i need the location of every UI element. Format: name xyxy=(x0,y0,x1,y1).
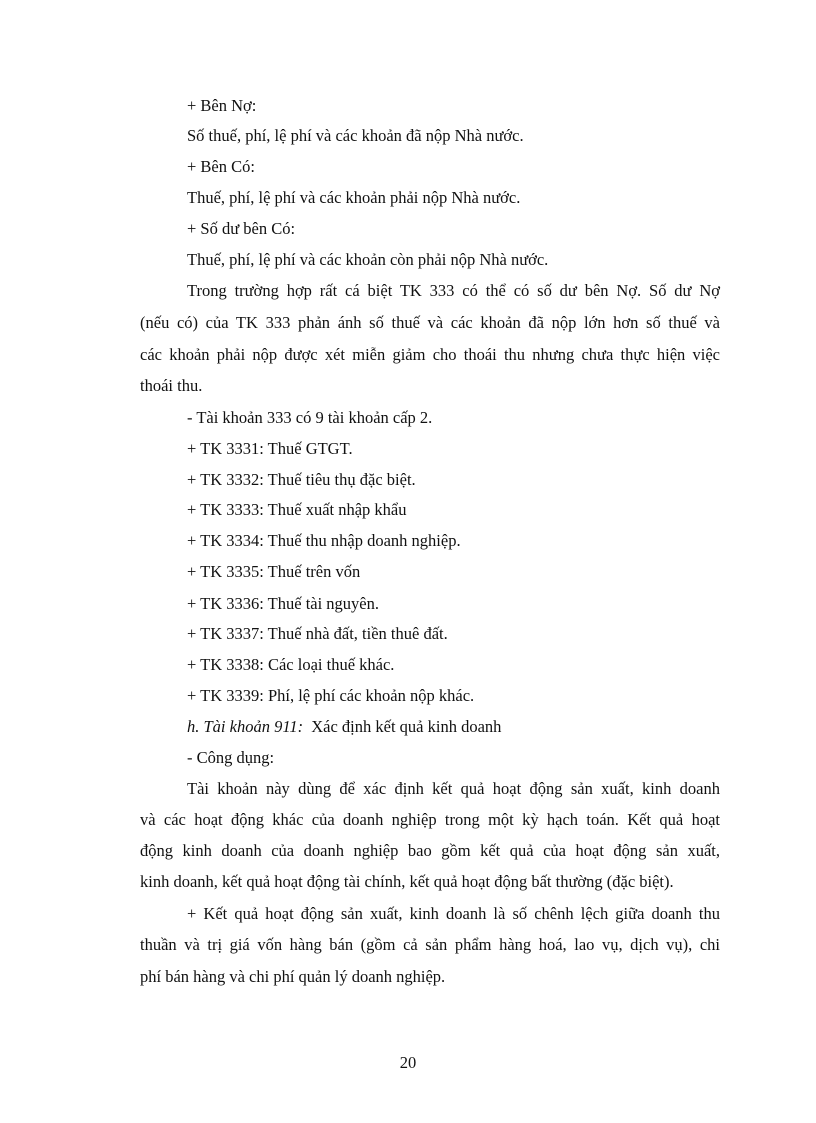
paragraph-line: thuần và trị giá vốn hàng bán (gồm cả sản phẩm hàng hoá, lao vụ, dịch vụ), chi xyxy=(140,935,720,954)
paragraph-line: kinh doanh, kết quả hoạt động tài chính, kết quả hoạt động bất thường (đặc biệt). xyxy=(140,872,674,891)
paragraph-line: các khoản phải nộp được xét miễn giảm cho thoái thu nhưng chưa thực hiện việc xyxy=(140,345,720,364)
paragraph-line: (nếu có) của TK 333 phản ánh số thuế và các khoản đã nộp lớn hơn số thuế và xyxy=(140,313,720,332)
text-line: Số thuế, phí, lệ phí và các khoản đã nộp Nhà nước. xyxy=(187,126,524,145)
paragraph-line: phí bán hàng và chi phí quản lý doanh nghiệp. xyxy=(140,967,446,986)
text-line: + TK 3336: Thuế tài nguyên. xyxy=(187,594,380,613)
text-line: - Công dụng: xyxy=(187,748,275,767)
paragraph-line: + Kết quả hoạt động sản xuất, kinh doanh là số chênh lệch giữa doanh thu xyxy=(187,904,720,923)
text-line: + TK 3334: Thuế thu nhập doanh nghiệp. xyxy=(187,531,461,550)
paragraph-line: Tài khoản này dùng để xác định kết quả hoạt động sản xuất, kinh doanh xyxy=(187,779,720,798)
text-line: + TK 3335: Thuế trên vốn xyxy=(187,562,361,581)
text-line: + Số dư bên Có: xyxy=(187,219,296,238)
paragraph-line: Trong trường hợp rất cá biệt TK 333 có thể có số dư bên Nợ. Số dư Nợ xyxy=(187,281,720,300)
paragraph-line: và các hoạt động khác của doanh nghiệp trong một kỳ hạch toán. Kết quả hoạt xyxy=(140,810,720,829)
text-line: - Tài khoản 333 có 9 tài khoản cấp 2. xyxy=(187,408,433,427)
text-line: + TK 3333: Thuế xuất nhập khẩu xyxy=(187,500,407,519)
text-line: + Bên Có: xyxy=(187,157,255,176)
text-line: + TK 3339: Phí, lệ phí các khoản nộp khác. xyxy=(187,686,475,705)
text-line: + TK 3338: Các loại thuế khác. xyxy=(187,655,395,674)
text-line: + TK 3331: Thuế GTGT. xyxy=(187,439,353,458)
text-line: Thuế, phí, lệ phí và các khoản còn phải nộp Nhà nước. xyxy=(187,250,549,269)
section-title: Xác định kết quả kinh doanh xyxy=(311,717,502,736)
section-heading xyxy=(187,717,767,737)
text-line: + TK 3332: Thuế tiêu thụ đặc biệt. xyxy=(187,470,416,489)
section-label: h. Tài khoản 911: xyxy=(187,717,304,736)
text-line: + Bên Nợ: xyxy=(187,96,257,115)
text-line: + TK 3337: Thuế nhà đất, tiền thuê đất. xyxy=(187,624,448,643)
page-number: 20 xyxy=(399,1053,417,1072)
paragraph-line: động kinh doanh của doanh nghiệp bao gồm kết quả của hoạt động sản xuất, xyxy=(140,841,720,860)
paragraph-line: thoái thu. xyxy=(140,376,203,395)
text-line: Thuế, phí, lệ phí và các khoản phải nộp Nhà nước. xyxy=(187,188,521,207)
